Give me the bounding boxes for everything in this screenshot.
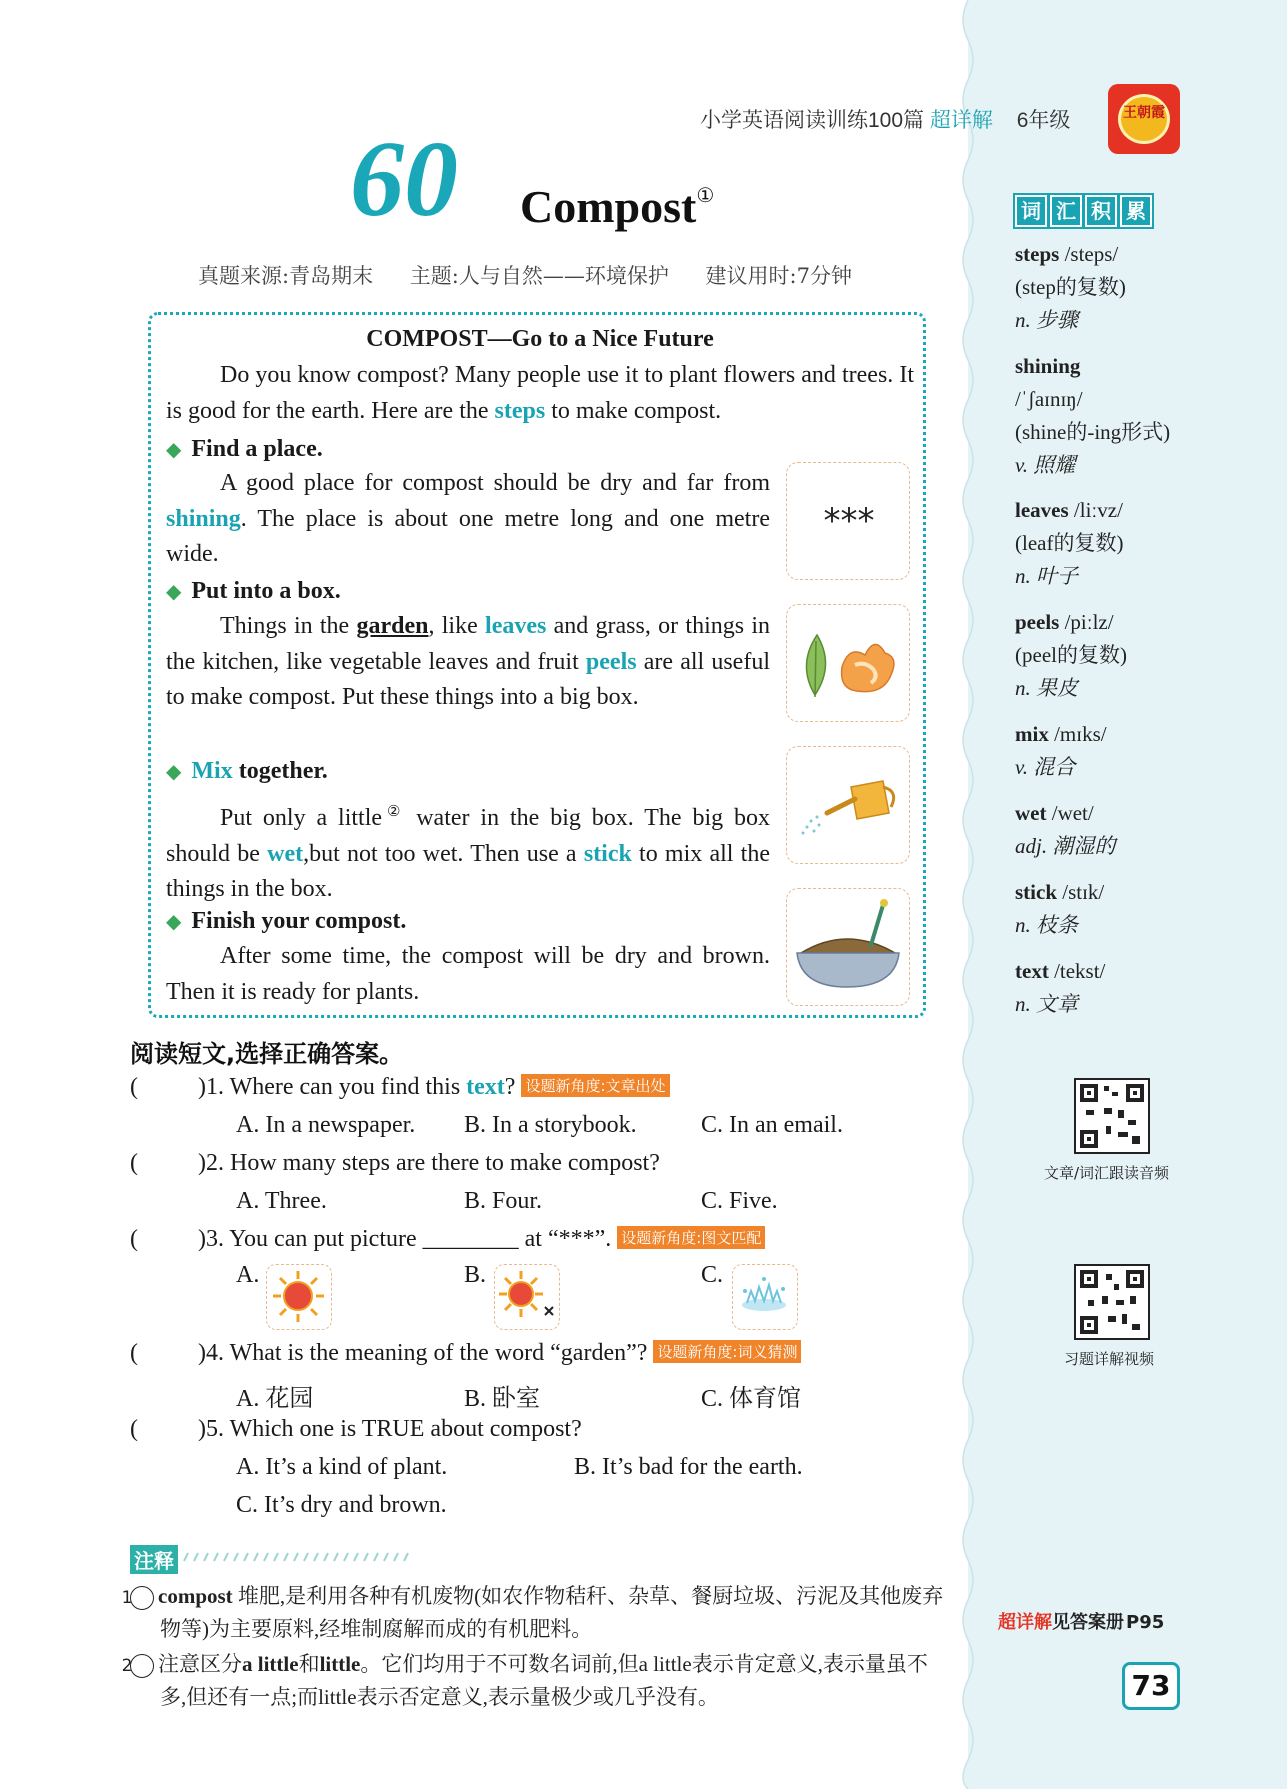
diamond-bullet-icon: ◆ [166, 439, 182, 461]
question-tag: 设题新角度:词义猜测 [653, 1340, 801, 1363]
step-4-title: ◆ Finish your compost. [166, 908, 407, 934]
vocab-item-text: text /tekst/ n. 文章 [1015, 959, 1106, 1016]
note-number: 2 [130, 1654, 154, 1678]
q4-option-c[interactable]: C. 体育馆 [701, 1386, 802, 1412]
q2-option-c[interactable]: C. Five. [701, 1188, 778, 1214]
water-splash-icon [733, 1265, 796, 1328]
picture-placeholder-box [786, 462, 910, 580]
compost-bowl-icon [787, 889, 908, 1004]
audio-qr-code[interactable] [1074, 1078, 1150, 1154]
watering-can-icon [787, 747, 908, 862]
step-1-title: ◆ Find a place. [166, 436, 323, 462]
q4-option-b[interactable]: B. 卧室 [464, 1386, 541, 1412]
lesson-number: 60 [350, 120, 458, 239]
question-1: ( )1. Where can you find this text? 设题新角度:文章出处 [130, 1074, 670, 1101]
q3-picture-b[interactable] [494, 1264, 560, 1330]
vocab-heading: 词 汇 积 累 [1015, 195, 1155, 227]
q3-option-b[interactable]: B. [464, 1262, 487, 1288]
question-5: ( )5. Which one is TRUE about compost? [130, 1416, 582, 1442]
q1-option-a[interactable]: A. In a newspaper. [236, 1112, 416, 1138]
vocab-item-mix: mix /mɪks/ v. 混合 [1015, 722, 1107, 779]
underlined-garden: garden [356, 613, 429, 639]
answer-reference: 超详解见答案册 P95 [998, 1612, 1165, 1633]
q1-option-b[interactable]: B. In a storybook. [464, 1112, 637, 1138]
lesson-meta [198, 260, 882, 290]
vocab-item-steps: steps /steps/ (step的复数) n. 步骤 [1015, 242, 1126, 332]
q4-option-a[interactable]: A. 花园 [236, 1386, 314, 1412]
keyword-text: text [466, 1074, 505, 1100]
asterisk-placeholder: *** [823, 501, 875, 541]
note-1: 1 compost 堆肥,是利用各种有机废物(如农作物秸秆、杂草、餐厨垃圾、污泥及其他废弃物等)为主要原料,经堆制腐解而成的有机肥料。 [121, 1584, 944, 1641]
q1-option-c[interactable]: C. In an email. [701, 1112, 843, 1138]
note-2-marker: ② [382, 804, 406, 820]
keyword-wet: wet [267, 840, 304, 867]
keyword-stick: stick [583, 840, 632, 867]
diamond-bullet-icon: ◆ [166, 581, 182, 603]
series-highlight: 超详解 [929, 109, 993, 132]
question-tag: 设题新角度:文章出处 [521, 1074, 669, 1097]
diamond-bullet-icon: ◆ [166, 911, 182, 933]
passage-intro: Do you know compost? Many people use it to plant flowers and trees. It is good for the earth. Here are the steps to make compost. [166, 362, 914, 424]
passage-heading: COMPOST—Go to a Nice Future [366, 326, 714, 352]
step-4-text: After some time, the compost will be dry and brown. Then it is ready for plants. [166, 943, 770, 1005]
qr-code-icon [1076, 1080, 1148, 1152]
series-name: 小学英语阅读训练100篇 [700, 109, 925, 132]
publisher-logo: 王朝霞 [1108, 84, 1180, 154]
keyword-leaves: leaves [485, 613, 547, 639]
audio-qr-label: 文章/词汇跟读音频 [1044, 1164, 1170, 1182]
q2-option-b[interactable]: B. Four. [464, 1188, 543, 1214]
watering-can-picture [786, 746, 910, 864]
notes-heading: 注释 [130, 1545, 178, 1574]
question-tag: 设题新角度:图文匹配 [617, 1226, 765, 1249]
step-2-text: Things in the garden, like leaves and grass, or things in the kitchen, like vegetable leaves and fruit peels are all useful to make compost. Put these things into a big box. [166, 613, 771, 710]
qr-code-icon [1076, 1266, 1148, 1338]
q3-option-c[interactable]: C. [701, 1262, 724, 1288]
step-2-title: ◆ Put into a box. [166, 578, 341, 604]
lesson-title: Compost① [520, 181, 715, 232]
vocab-item-leaves: leaves /liːvz/ (leaf的复数) n. 叶子 [1015, 498, 1124, 588]
question-instruction: 阅读短文,选择正确答案。 [130, 1040, 404, 1068]
sun-icon [267, 1265, 330, 1328]
title-note-marker: ① [696, 185, 715, 207]
keyword-peels: peels [585, 648, 637, 675]
leaf-peel-icon [787, 605, 908, 720]
step-3-title: ◆ Mix together. [166, 758, 328, 784]
vocab-item-wet: wet /wet/ adj. 潮湿的 [1015, 801, 1116, 858]
sun-crossed-icon [495, 1265, 558, 1328]
diamond-bullet-icon: ◆ [166, 761, 182, 783]
meta-theme: 主题:人与自然——环境保护 [409, 264, 669, 288]
vocab-item-peels: peels /piːlz/ (peel的复数) n. 果皮 [1015, 610, 1127, 700]
q3-picture-c[interactable] [732, 1264, 798, 1330]
keyword-mix: Mix [191, 758, 233, 784]
q5-option-a[interactable]: A. It’s a kind of plant. [236, 1454, 448, 1480]
q5-option-b[interactable]: B. It’s bad for the earth. [574, 1454, 803, 1480]
keyword-steps: steps [494, 397, 546, 424]
vocab-item-stick: stick /stɪk/ n. 枝条 [1015, 880, 1105, 937]
page-number: 73 [1122, 1662, 1180, 1710]
meta-source: 真题来源:青岛期末 [198, 264, 374, 288]
question-3: ( )3. You can put picture ________ at “***”. 设题新角度:图文匹配 [130, 1226, 765, 1253]
question-2: ( )2. How many steps are there to make compost? [130, 1150, 660, 1176]
grade-label: 6年级 [1016, 109, 1071, 132]
meta-time: 建议用时:7分钟 [705, 264, 852, 288]
q3-option-a[interactable]: A. [236, 1262, 260, 1288]
leaves-peels-picture [786, 604, 910, 722]
q3-picture-a[interactable] [266, 1264, 332, 1330]
video-qr-label: 习题详解视频 [1064, 1350, 1155, 1368]
notes-decoration [182, 1552, 412, 1562]
keyword-shining: shining [166, 505, 241, 532]
series-title [700, 104, 1070, 134]
q5-option-c[interactable]: C. It’s dry and brown. [236, 1492, 447, 1518]
q2-option-a[interactable]: A. Three. [236, 1188, 327, 1214]
video-qr-code[interactable] [1074, 1264, 1150, 1340]
question-4: ( )4. What is the meaning of the word “garden”? 设题新角度:词义猜测 [130, 1340, 801, 1367]
compost-bowl-picture [786, 888, 910, 1006]
sidebar-wave-edge [958, 0, 980, 1789]
step-1-text: A good place for compost should be dry and far from shining. The place is about one metre long and one metre wide. [166, 470, 770, 567]
note-2: 2 注意区分a little和little。它们均用于不可数名词前,但a little表示肯定意义,表示量虽不多,但还有一点;而little表示否定意义,表示量极少或几乎没有。 [121, 1652, 928, 1709]
note-number: 1 [130, 1586, 154, 1610]
vocab-item-shining: shining /ˈʃaɪnɪŋ/ (shine的-ing形式) v. 照耀 [1015, 354, 1171, 477]
step-3-text: Put only a little② water in the big box. The big box should be wet,but not too wet. Then use a stick to mix all the things in the box. [166, 804, 771, 902]
